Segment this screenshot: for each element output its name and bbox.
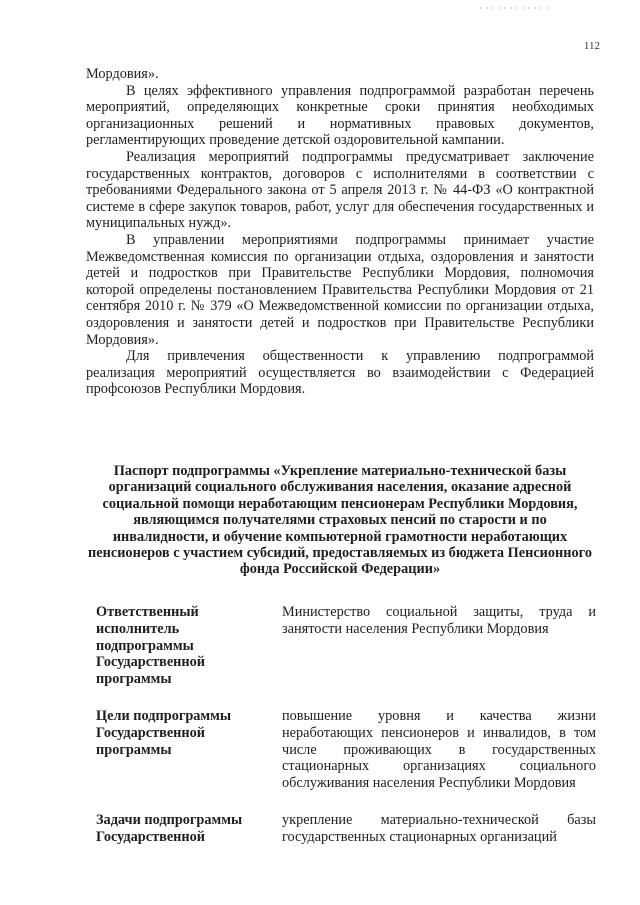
paragraph-public-involvement: Для привлечения общественности к управлению подпрограммой реализация мероприятий осуществляется во взаимодействии с Федерацией профсоюзов Республики Мордовия. — [86, 348, 594, 398]
row-value: Министерство социальной защиты, труда и занятости населения Республики Мордовия — [282, 604, 596, 637]
paragraph-continuation: Мордовия». — [86, 66, 159, 82]
row-label: Цели подпрограммы Государственной программы — [96, 707, 232, 758]
row-label: Задачи подпрограммы Государственной — [96, 811, 243, 845]
page-number: 112 — [583, 40, 600, 52]
passport-title: Паспорт подпрограммы «Укрепление материально-технической базы организаций социального обслуживания населения, оказание адресной социальной помощи неработающим пенсионерам Республики Мордовия, являющимся получателями страховых пенсий по старости и по инвалидности, и обучение компьютерной грамотности неработающих пенсионеров с участием субсидий, предоставляемых из бюджета Пенсионного фонда Российской Федерации» — [88, 463, 592, 578]
row-spacer — [96, 688, 596, 708]
row-spacer — [96, 792, 596, 812]
body-text — [86, 66, 594, 398]
passport-row-tasks — [96, 812, 596, 846]
row-label: Ответственный исполнитель подпрограммы Государственной программы — [96, 604, 206, 688]
passport-table — [96, 604, 596, 846]
paragraph-contracts: Реализация мероприятий подпрограммы предусматривает заключение государственных контрактов, договоров с исполнителями в соответствии с требованиями Федерального закона от 5 апреля 2013 г. № 44-ФЗ «О контрактной системе в сфере закупок товаров, работ, услуг для обеспечения государственных и муниципальных нужд». — [86, 148, 594, 232]
scan-artifact — [480, 6, 550, 10]
paragraph-management: В целях эффективного управления подпрограммой разработан перечень мероприятий, определяющих конкретные сроки принятия необходимых организационных решений и нормативных правовых документов, регламентирующих проведение детской оздоровительной кампании. — [86, 82, 594, 149]
row-value: укрепление материально-технической базы государственных стационарных организаций — [282, 811, 596, 845]
paragraph-commission: В управлении мероприятиями подпрограммы принимает участие Межведомственная комиссия по организации отдыха, оздоровления и занятости детей и подростков при Правительстве Республики Мордовия, полномочия которой определены постановлением Правительства Республики Мордовия от 21 сентября 2010 г. № 379 «О Межведомственной комиссии по организации отдыха, оздоровления и занятости детей и подростков при Правительстве Республики Мордовия». — [86, 231, 594, 348]
passport-row-goals — [96, 708, 596, 792]
passport-row-executor — [96, 604, 596, 688]
row-value: повышение уровня и качества жизни неработающих пенсионеров и инвалидов, в том числе проживающих в государственных стационарных организациях социального обслуживания населения Республики Мордовия — [282, 707, 596, 792]
